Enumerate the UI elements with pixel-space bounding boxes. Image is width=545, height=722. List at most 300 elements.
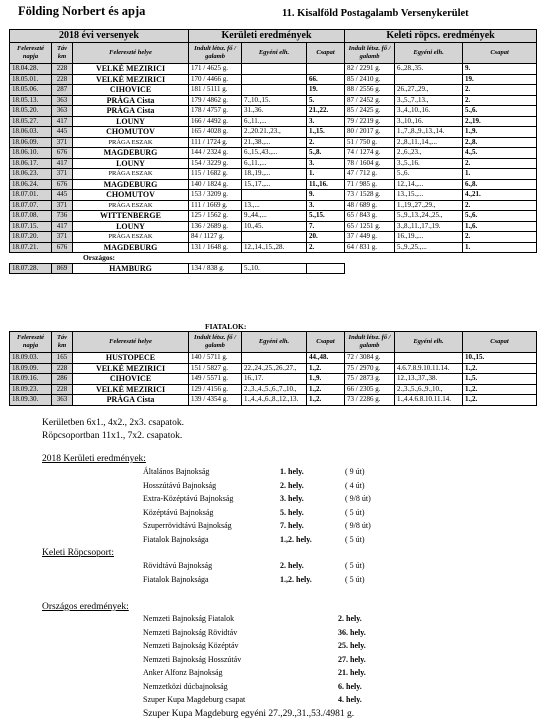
location-cell: MAGDEBURG (73, 148, 189, 159)
result-name: Anker Alfonz Bajnokság (143, 668, 223, 677)
east-participants-cell: 79 / 2219 g. (345, 116, 395, 127)
distance-cell: 736 (52, 211, 73, 222)
east-individual-cell: 16.,19.,... (395, 232, 463, 243)
east-team-cell: 1.,2. (463, 395, 537, 406)
east-participants-cell: 48 / 689 g. (345, 200, 395, 211)
result-place: 27. hely. (338, 654, 366, 664)
result-name: Nemzeti Bajnokság Középtáv (143, 641, 239, 650)
col-header: Indult létsz. fő / galamb (189, 43, 242, 64)
distance-cell: 676 (52, 242, 73, 253)
individual-cell: 7.,10.,15. (242, 95, 307, 106)
east-individual-cell: 3.,5.,7.,13., (395, 95, 463, 106)
individual-cell: 2.,3.,4.,5.,6.,7.,10., (242, 384, 307, 395)
date-cell: 18.06.03. (10, 127, 52, 138)
east-team-cell: 6.,8. (463, 179, 537, 190)
individual-cell: 5.,10. (242, 263, 307, 274)
distance-cell: 363 (52, 395, 73, 406)
col-header: Indult létsz. fő / galamb (345, 332, 395, 353)
date-cell: 18.05.01. (10, 74, 52, 85)
individual-cell: 22.,24.,25.,26.,27., (242, 363, 307, 374)
table-row (10, 116, 537, 127)
team-cell: 7. (307, 221, 345, 232)
distance-cell: 363 (52, 95, 73, 106)
result-place: 2. hely. (338, 614, 362, 623)
col-header: Egyéni elh. (395, 43, 463, 64)
east-participants-cell: 87 / 2452 g. (345, 95, 395, 106)
location-cell: LOUNY (73, 158, 189, 169)
distance-cell: 869 (52, 263, 73, 274)
east-participants-cell: 88 / 2556 g. (345, 85, 395, 96)
col-header: Táv km (52, 332, 73, 353)
col-header: Egyéni elh. (242, 43, 307, 64)
east-participants-cell: 64 / 831 g. (345, 242, 395, 253)
team-cell: 21.,22. (307, 106, 345, 117)
result-race-count: ( 9 út) (345, 467, 365, 476)
individual-cell: 13.,... (242, 200, 307, 211)
table-row (10, 64, 537, 75)
location-cell: CIHOVICE (73, 85, 189, 96)
individual-cell: 16.,17. (242, 374, 307, 385)
east-participants-cell: 82 / 2291 g. (345, 64, 395, 75)
east-team-cell: 2.,8. (463, 137, 537, 148)
result-name: Hosszútávú Bajnokság (143, 480, 217, 490)
team-cell: 3. (307, 116, 345, 127)
col-header: Felereszté napja (10, 43, 52, 64)
east-participants-cell: 37 / 449 g. (345, 232, 395, 243)
east-participants-cell: 74 / 1274 g. (345, 148, 395, 159)
individual-cell (242, 353, 307, 364)
location-cell: CHOMUTOV (73, 190, 189, 201)
east-participants-cell: 75 / 2970 g. (345, 363, 395, 374)
table-row (10, 221, 537, 232)
team-cell: 44.,48. (307, 353, 345, 364)
result-place: 1. hely. (280, 467, 304, 476)
individual-cell: 1.,4.,4.,6.,8.,12.,13. (242, 395, 307, 406)
date-cell: 18.07.20. (10, 232, 52, 243)
east-participants-cell: 78 / 1604 g. (345, 158, 395, 169)
table-row (10, 106, 537, 117)
distance-cell: 371 (52, 200, 73, 211)
date-cell: 18.06.24. (10, 179, 52, 190)
east-team-cell: 2. (463, 158, 537, 169)
individual-cell: 31.,36. (242, 106, 307, 117)
date-cell: 18.05.27. (10, 116, 52, 127)
east-individual-cell: 2.,8.,11.,14.,... (395, 137, 463, 148)
team-cell: 1.,2. (307, 384, 345, 395)
east-team-cell: 1.,2. (463, 384, 537, 395)
col-header: Egyéni elh. (395, 332, 463, 353)
distance-cell: 228 (52, 64, 73, 75)
date-cell: 18.07.01. (10, 190, 52, 201)
participants-cell: 140 / 5711 g. (189, 353, 242, 364)
east-team-cell: 9. (463, 64, 537, 75)
distance-cell: 371 (52, 137, 73, 148)
participants-cell: 115 / 1682 g. (189, 169, 242, 180)
individual-cell (242, 64, 307, 75)
team-cell: 19. (307, 85, 345, 96)
date-cell: 18.06.09. (10, 137, 52, 148)
summary-district: Kerületben 6x1., 4x2., 2x3. csapatok. (42, 418, 184, 428)
participants-cell: 166 / 4492 g. (189, 116, 242, 127)
participants-cell: 131 / 1648 g. (189, 242, 242, 253)
col-header: Csapat (463, 43, 537, 64)
top-header-row (10, 30, 537, 43)
east-team-cell: 2. (463, 232, 537, 243)
table-row (10, 179, 537, 190)
east-participants-cell: 66 / 2305 g. (345, 384, 395, 395)
result-name: Fiatalok Bajnoksága (143, 534, 209, 544)
east-team-cell: 1. (463, 169, 537, 180)
location-cell: VELKÉ MEZIRICI (73, 74, 189, 85)
location-cell: PRÁGA Cista (73, 395, 189, 406)
distance-cell: 417 (52, 221, 73, 232)
east-individual-cell: 3.,4.,10.,16. (395, 106, 463, 117)
individual-cell (242, 74, 307, 85)
participants-cell: 170 / 4466 g. (189, 74, 242, 85)
summary-eastern: Röpcsoportban 11x1., 7x2. csapatok. (42, 431, 183, 441)
result-place: 4. hely. (338, 695, 362, 704)
east-participants-cell: 51 / 750 g. (345, 137, 395, 148)
location-cell: WITTENBERGE (73, 211, 189, 222)
east-participants-cell: 73 / 2286 g. (345, 395, 395, 406)
east-participants-cell: 71 / 985 g. (345, 179, 395, 190)
individual-cell: 9.,44.,... (242, 211, 307, 222)
district-results-header: Kerületi eredmények (189, 30, 345, 43)
result-name: Középtávú Bajnokság (143, 507, 214, 517)
east-participants-cell: 85 / 2425 g. (345, 106, 395, 117)
location-cell: VELKÉ MEZIRICI (73, 64, 189, 75)
col-header: Felereszté napja (10, 332, 52, 353)
result-name: Extra-Középtávú Bajnokság (143, 494, 234, 503)
individual-cell: 2.,20.21.,23., (242, 127, 307, 138)
date-cell: 18.07.08. (10, 211, 52, 222)
location-cell: LOUNY (73, 116, 189, 127)
team-cell: 3. (307, 158, 345, 169)
east-participants-cell: 65 / 1251 g. (345, 221, 395, 232)
eastern-results-header: Keleti röpcs. eredmények (345, 30, 537, 43)
east-team-cell: 2. (463, 200, 537, 211)
col-header: Felereszté helye (73, 332, 189, 353)
individual-cell: 6.,11.,... (242, 116, 307, 127)
table-row (10, 190, 537, 201)
location-cell: HAMBURG (73, 263, 189, 274)
individual-cell: 10.,45. (242, 221, 307, 232)
east-individual-cell: 3.,5.,16. (395, 158, 463, 169)
individual-cell: 12.,14.,15.,28. (242, 242, 307, 253)
east-individual-cell: 1.,4.4.6.8.10.11.14. (395, 395, 463, 406)
location-cell: MAGDEBURG (73, 179, 189, 190)
table-row (10, 148, 537, 159)
participants-cell: 165 / 4028 g. (189, 127, 242, 138)
table-row (10, 169, 537, 180)
team-cell: 1.,9. (307, 374, 345, 385)
national-results-title: Országos eredmények: (42, 602, 129, 612)
table-row (10, 242, 537, 253)
district-results-title: 2018 Kerületi eredmények: (42, 454, 146, 464)
team-cell: 1.,15. (307, 127, 345, 138)
result-place: 36. hely. (338, 627, 366, 637)
location-cell: HUSTOPECE (73, 353, 189, 364)
date-cell: 18.09.03. (10, 353, 52, 364)
result-place: 25. hely. (338, 641, 366, 650)
participants-cell: 181 / 5111 g. (189, 85, 242, 96)
national-label-row (10, 253, 537, 264)
col-header: Indult létsz. fő / galamb (189, 332, 242, 353)
east-individual-cell: 13.,15.,... (395, 190, 463, 201)
east-individual-cell: 3.,10.,16. (395, 116, 463, 127)
result-place: 3. hely. (280, 494, 304, 503)
east-team-cell: 5.,6. (463, 211, 537, 222)
date-cell: 18.07.28. (10, 263, 52, 274)
table-row (10, 85, 537, 96)
individual-cell: 18.,19.,... (242, 169, 307, 180)
date-cell: 18.09.16. (10, 374, 52, 385)
east-individual-cell (395, 74, 463, 85)
participants-cell: 151 / 5827 g. (189, 363, 242, 374)
table-row (10, 374, 537, 385)
east-individual-cell: 3.,8.,11.,17.,19. (395, 221, 463, 232)
result-race-count: ( 5 út) (345, 534, 365, 544)
date-cell: 18.05.20. (10, 106, 52, 117)
east-participants-cell: 85 / 2410 g. (345, 74, 395, 85)
participants-cell: 178 / 4757 g. (189, 106, 242, 117)
distance-cell: 445 (52, 127, 73, 138)
distance-cell: 445 (52, 190, 73, 201)
individual-cell: 6.,15.,43.,... (242, 148, 307, 159)
participants-cell: 111 / 1724 g. (189, 137, 242, 148)
table-row (10, 95, 537, 106)
result-race-count: ( 5 út) (345, 574, 365, 584)
column-header-row (10, 332, 537, 353)
races-2018-header: 2018 évi versenyek (10, 30, 189, 43)
east-team-cell: 1.,6. (463, 221, 537, 232)
table-row (10, 263, 537, 274)
participants-cell: 136 / 2689 g. (189, 221, 242, 232)
individual-cell: 21.,38.,... (242, 137, 307, 148)
result-place: 6. hely. (338, 681, 362, 691)
table-row (10, 137, 537, 148)
results-table-youth (9, 331, 537, 406)
east-participants-cell: 75 / 2873 g. (345, 374, 395, 385)
east-participants-cell: 47 / 712 g. (345, 169, 395, 180)
col-header: Táv km (52, 43, 73, 64)
participants-cell: 129 / 4156 g. (189, 384, 242, 395)
location-cell: PRÁGA ESZAK (73, 137, 189, 148)
result-name: Szuperrövidtávú Bajnokság (143, 521, 232, 530)
participants-cell: 125 / 1562 g. (189, 211, 242, 222)
location-cell: PRÁGA Cista (73, 106, 189, 117)
participants-cell: 111 / 1669 g. (189, 200, 242, 211)
east-participants-cell: 73 / 1528 g. (345, 190, 395, 201)
team-cell (307, 64, 345, 75)
individual-cell (242, 232, 307, 243)
table-row (10, 232, 537, 243)
result-name: Fiatalok Bajnoksága (143, 574, 209, 584)
result-name: Nemzeti Bajnokság Rövidtáv (143, 627, 238, 637)
distance-cell: 363 (52, 106, 73, 117)
participants-cell: 179 / 4862 g. (189, 95, 242, 106)
team-cell (307, 263, 345, 274)
team-cell: 2. (307, 137, 345, 148)
east-individual-cell: 5.,9.,13.,24.,25., (395, 211, 463, 222)
east-individual-cell: 1.,19.,27.,29., (395, 200, 463, 211)
location-cell: LOUNY (73, 221, 189, 232)
date-cell: 18.09.23. (10, 384, 52, 395)
participants-cell: 144 / 2324 g. (189, 148, 242, 159)
date-cell: 18.07.07. (10, 200, 52, 211)
east-individual-cell: 12.,14.,... (395, 179, 463, 190)
east-individual-cell: 6.,28.,35. (395, 64, 463, 75)
result-race-count: ( 4 út) (345, 480, 365, 490)
team-cell: 5. (307, 95, 345, 106)
result-name: Nemzeti Bajnokság Hosszútáv (143, 654, 242, 664)
east-individual-cell: 2.,6.,23., (395, 148, 463, 159)
east-team-cell: 2. (463, 85, 537, 96)
participants-cell: 171 / 4625 g. (189, 64, 242, 75)
distance-cell: 228 (52, 363, 73, 374)
team-cell: 2. (307, 242, 345, 253)
date-cell: 18.09.30. (10, 395, 52, 406)
participants-cell: 84 / 1127 g. (189, 232, 242, 243)
result-race-count: ( 9/8 út) (345, 494, 371, 503)
table-row (10, 363, 537, 374)
table-row (10, 74, 537, 85)
participants-cell: 139 / 4354 g. (189, 395, 242, 406)
date-cell: 18.06.23. (10, 169, 52, 180)
table-row (10, 395, 537, 406)
east-team-cell: 10.,15. (463, 353, 537, 364)
team-cell: 5.,8. (307, 148, 345, 159)
individual-cell (242, 190, 307, 201)
owner-title: Földing Norbert és apja (18, 4, 146, 18)
location-cell: CIHOVICE (73, 374, 189, 385)
east-team-cell: 1.,9. (463, 127, 537, 138)
result-place: 7. hely. (280, 521, 304, 530)
table-row (10, 211, 537, 222)
col-header: Felereszté helye (73, 43, 189, 64)
participants-cell: 134 / 838 g. (189, 263, 242, 274)
east-team-cell: 1.,5. (463, 374, 537, 385)
distance-cell: 228 (52, 384, 73, 395)
team-cell: 1.,2. (307, 395, 345, 406)
col-header: Csapat (307, 43, 345, 64)
result-race-count: ( 5 út) (345, 507, 365, 517)
east-team-cell: 5.,6. (463, 106, 537, 117)
club-title: 11. Kisalföld Postagalamb Versenykerület (282, 8, 469, 19)
col-header: Indult létsz. fő / galamb (345, 43, 395, 64)
result-place: 2. hely. (280, 561, 304, 570)
distance-cell: 228 (52, 74, 73, 85)
date-cell: 18.04.28. (10, 64, 52, 75)
col-header: Csapat (307, 332, 345, 353)
east-individual-cell: 1.,7.,8.,9.,13.,14. (395, 127, 463, 138)
east-team-cell: 2.,19. (463, 116, 537, 127)
east-individual-cell: 5.,6. (395, 169, 463, 180)
date-cell: 18.07.15. (10, 221, 52, 232)
distance-cell: 371 (52, 232, 73, 243)
east-team-cell: 1.,2. (463, 363, 537, 374)
table-row (10, 200, 537, 211)
result-place: 2. hely. (280, 480, 304, 490)
individual-cell: 15.,17.,... (242, 179, 307, 190)
east-individual-cell: 5.,9.,25.,... (395, 242, 463, 253)
east-team-cell: 2. (463, 95, 537, 106)
east-individual-cell: 26.,27.,29., (395, 85, 463, 96)
result-place: 1.,2. hely. (280, 574, 312, 584)
east-team-cell: 1. (463, 242, 537, 253)
team-cell: 20. (307, 232, 345, 243)
national-label: Országos: (82, 253, 116, 262)
location-cell: CHOMUTOV (73, 127, 189, 138)
team-cell: 9. (307, 190, 345, 201)
distance-cell: 371 (52, 169, 73, 180)
east-individual-cell: 2.,3.,5.,6.,9.,10., (395, 384, 463, 395)
team-cell: 5.,15. (307, 211, 345, 222)
distance-cell: 417 (52, 158, 73, 169)
super-cup-individual: Szuper Kupa Magdeburg egyéni 27.,29.,31.,53./4981 g. (143, 709, 355, 719)
distance-cell: 165 (52, 353, 73, 364)
team-cell: 1. (307, 169, 345, 180)
col-header: Egyéni elh. (242, 332, 307, 353)
location-cell: PRÁGA ESZAK (73, 232, 189, 243)
location-cell: MAGDEBURG (73, 242, 189, 253)
distance-cell: 417 (52, 116, 73, 127)
table-row (10, 384, 537, 395)
distance-cell: 286 (52, 374, 73, 385)
location-cell: PRÁGA Cista (73, 95, 189, 106)
result-name: Nemzetközi dúcbajnokság (143, 681, 228, 691)
distance-cell: 676 (52, 148, 73, 159)
participants-cell: 149 / 5571 g. (189, 374, 242, 385)
individual-cell (242, 85, 307, 96)
date-cell: 18.09.09. (10, 363, 52, 374)
participants-cell: 154 / 3229 g. (189, 158, 242, 169)
date-cell: 18.06.17. (10, 158, 52, 169)
east-participants-cell: 65 / 843 g. (345, 211, 395, 222)
east-team-cell: 19. (463, 74, 537, 85)
table-row (10, 127, 537, 138)
results-table-2018 (9, 29, 537, 274)
east-individual-cell: 12.,13.,37.,38. (395, 374, 463, 385)
date-cell: 18.05.06. (10, 85, 52, 96)
table-row (10, 158, 537, 169)
team-cell: 1.,2. (307, 363, 345, 374)
result-name: Rövidtávú Bajnokság (143, 561, 213, 570)
result-name: Általános Bajnokság (143, 467, 210, 476)
east-team-cell: 4.,5. (463, 148, 537, 159)
result-name: Nemzeti Bajnokság Fiatalok (143, 614, 235, 623)
east-participants-cell: 72 / 3084 g. (345, 353, 395, 364)
result-place: 21. hely. (338, 668, 366, 677)
east-individual-cell (395, 353, 463, 364)
location-cell: VELKÉ MEZIRICI (73, 363, 189, 374)
date-cell: 18.05.13. (10, 95, 52, 106)
location-cell: PRÁGA ESZAK (73, 200, 189, 211)
east-participants-cell: 80 / 2017 g. (345, 127, 395, 138)
result-place: 1.,2. hely. (280, 534, 312, 544)
team-cell: 3. (307, 200, 345, 211)
distance-cell: 676 (52, 179, 73, 190)
east-individual-cell: 4.6.7.8.9.10.11.14. (395, 363, 463, 374)
eastern-group-title: Keleti Röpcsoport: (42, 548, 115, 558)
result-race-count: ( 5 út) (345, 561, 365, 570)
individual-cell: 6.,11.,... (242, 158, 307, 169)
location-cell: VELKÉ MEZIRICI (73, 384, 189, 395)
column-header-row (10, 43, 537, 64)
col-header: Csapat (463, 332, 537, 353)
team-cell: 66. (307, 74, 345, 85)
team-cell: 11.,16. (307, 179, 345, 190)
